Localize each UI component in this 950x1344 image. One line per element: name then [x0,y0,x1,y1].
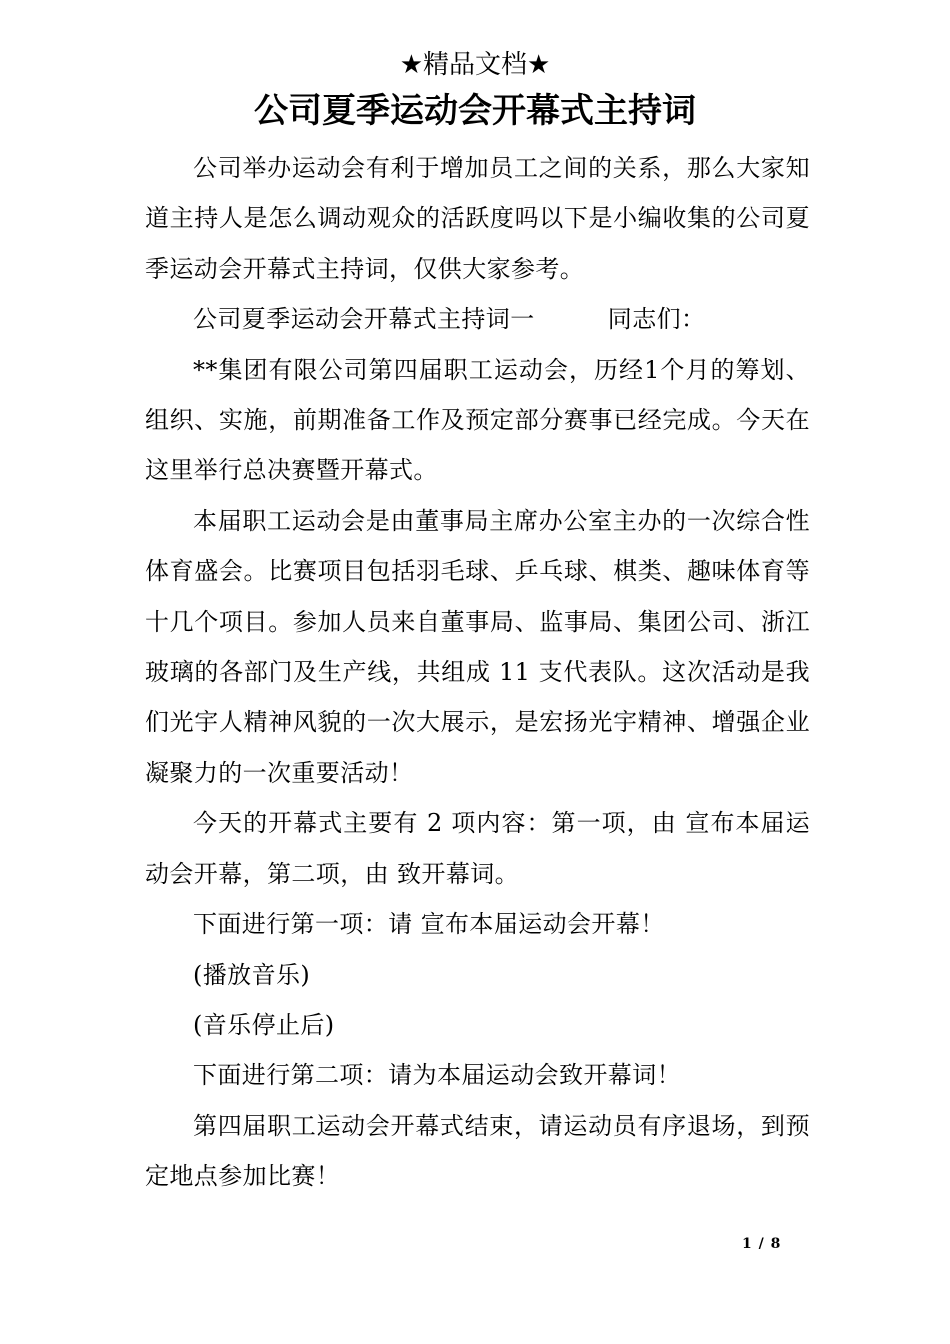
paragraph-item-two: 下面进行第二项：请为本届运动会致开幕词！ [193,1061,681,1090]
paragraph-event-description: 本届职工运动会是由董事局主席办公室主办的一次综合性体育盛会。比赛项目包括羽毛球、乒乓球、棋类、趣味体育等十几个项目。参加人员来自董事局、监事局、集团公司、浙江玻璃的各部门及生产线，共组成 11 支代表队。这次活动是我们光宇人精神风貌的一次大展示，是宏扬光宇精神、增强企业凝聚力的一次重要活动！ [145,506,810,787]
document-title: 公司夏季运动会开幕式主持词 [254,91,696,131]
document-body [145,143,810,1202]
paragraph-opening: **集团有限公司第四届职工运动会，历经1个月的筹划、组织、实施，前期准备工作及预定部分赛事已经完成。今天在这里举行总决赛暨开幕式。 [145,355,810,485]
paragraph-section-heading: 公司夏季运动会开幕式主持词一 同志们： [193,305,706,334]
page-number: 1 / 8 [742,1236,782,1252]
paragraph-closing: 第四届职工运动会开幕式结束，请运动员有序退场，到预定地点参加比赛！ [145,1111,810,1191]
header-watermark: ★精品文档★ [399,50,551,80]
paragraph-agenda: 今天的开幕式主要有 2 项内容：第一项，由 宣布本届运动会开幕，第二项，由 致开幕词。 [145,809,810,888]
paragraph-item-one: 下面进行第一项：请 宣布本届运动会开幕！ [193,910,665,939]
paragraph-intro: 公司举办运动会有利于增加员工之间的关系，那么大家知道主持人是怎么调动观众的活跃度吗以下是小编收集的公司夏季运动会开幕式主持词，仅供大家参考。 [145,154,810,283]
paragraph-music: (播放音乐) [193,960,311,989]
paragraph-music-stop: (音乐停止后) [193,1010,335,1039]
